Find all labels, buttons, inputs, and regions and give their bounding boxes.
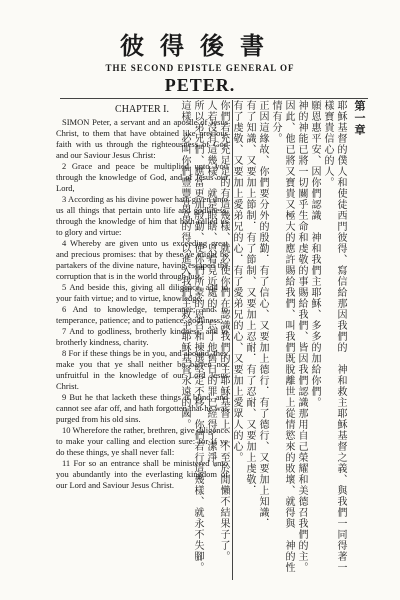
- verse-en-2: 2 Grace and peace be multiplied unto you through the knowledge of God, and of Jesus our Lord,: [56, 161, 228, 193]
- verse-cn-3: 神的神能已將一切關乎生命和虔敬的事賜給我們、皆因我們認識那用自己榮耀和美德召我們的主。: [296, 100, 307, 573]
- verse-en-11: 11 For so an entrance shall be ministered unto you abundantly into the everlasting kingdom of our Lord and Saviour Jesus Christ.: [56, 458, 228, 490]
- verse-en-3: 3 According as his divine power hath given unto us all things that pertain unto life and godliness, through the knowledge of him that hath called us to glory and virtue:: [56, 194, 228, 237]
- verse-en-10: 10 Wherefore the rather, brethren, give diligence to make your calling and election sure: for if ye do these things, ye shall never fall:: [56, 425, 228, 457]
- verse-cn-6: 有了知識、又要加上節制．有了節制、又要加上忍耐．有了忍耐、又要加上虔敬．: [244, 100, 255, 496]
- verse-en-8: 8 For if these things be in you, and abound, they make you that ye shall neither be barren nor unfruitful in the knowledge of our Lord Jesus Christ.: [56, 348, 228, 391]
- verse-cn-11: 這樣、必叫你們豐豐富富的得以進入我們主救主耶穌基督永遠的國。: [179, 100, 190, 430]
- chapter-heading-english: CHAPTER I.: [115, 104, 169, 115]
- header-rule: [60, 98, 368, 99]
- chinese-column: [179, 100, 366, 580]
- verse-cn-5: 正因這緣故、你們要分外的殷勤．有了信心、又要加上德行．有了德行、又要加上知識．: [257, 100, 268, 529]
- verse-en-6: 6 And to knowledge, temperance; and to temperance, patience; and to patience, godliness;: [56, 304, 228, 325]
- verse-en-4: 4 Whereby are given unto us exceeding great and precious promises: that by these ye might be partakers of the divine nature, having escaped the corruption that is in the world through lust.: [56, 238, 228, 281]
- book-title-chinese: 彼得後書: [120, 31, 280, 60]
- chapter-heading-chinese: 第一章: [353, 100, 366, 136]
- verse-cn-10: 所以弟兄們、應當更加殷勤、使你們所蒙的恩召和揀選堅定不移．你們若行這幾樣、就永不失腳。: [192, 100, 203, 573]
- verse-cn-4: 因此、他已將又寶貴又極大的應許賜給我們、叫我們既脫離世上從情慾來的敗壞、就得與 神的性情有分。: [270, 100, 294, 573]
- book-title-peter: PETER.: [164, 75, 236, 95]
- verse-cn-8: 你們若充充足足的有這幾樣、就必使你們在認識我們的主耶穌基督上、不至於閒懶不結果子了。: [218, 100, 229, 562]
- verse-cn-2: 願恩惠平安、因你們認識 神和我們主耶穌、多多的加給你們。: [309, 100, 320, 408]
- verse-en-9: 9 But he that lacketh these things is blind, and cannot see afar off, and hath forgotten that he was purged from his old sins.: [56, 392, 228, 424]
- verse-cn-9: 人若沒有這幾樣、就是眼瞎、只看見近處的、忘了他舊日的罪已經得了潔淨。: [205, 100, 216, 474]
- verse-en-5: 5 And beside this, giving all diligence, add to your faith virtue; and to virtue, knowledge;: [56, 282, 228, 303]
- book-title-english: THE SECOND EPISTLE GENERAL OF: [105, 63, 295, 73]
- verse-cn-7: 有了虔敬、又要加上愛弟兄的心．有了愛弟兄的心、又要加上愛眾人的心。: [231, 100, 242, 463]
- verse-en-1: SIMON Peter, a servant and an apostle of Jesus Christ, to them that have obtained like precious faith with us through the righteousness of God and our Saviour Jesus Christ:: [56, 117, 228, 160]
- verse-en-7: 7 And to godliness, brotherly kindness; and to brotherly kindness, charity.: [56, 326, 228, 347]
- verse-cn-1: 耶穌基督的僕人和使徒西門彼得、寫信給那因我們的 神和救主耶穌基督之義、與我們一同得著一樣寶貴信心的人。: [322, 100, 346, 573]
